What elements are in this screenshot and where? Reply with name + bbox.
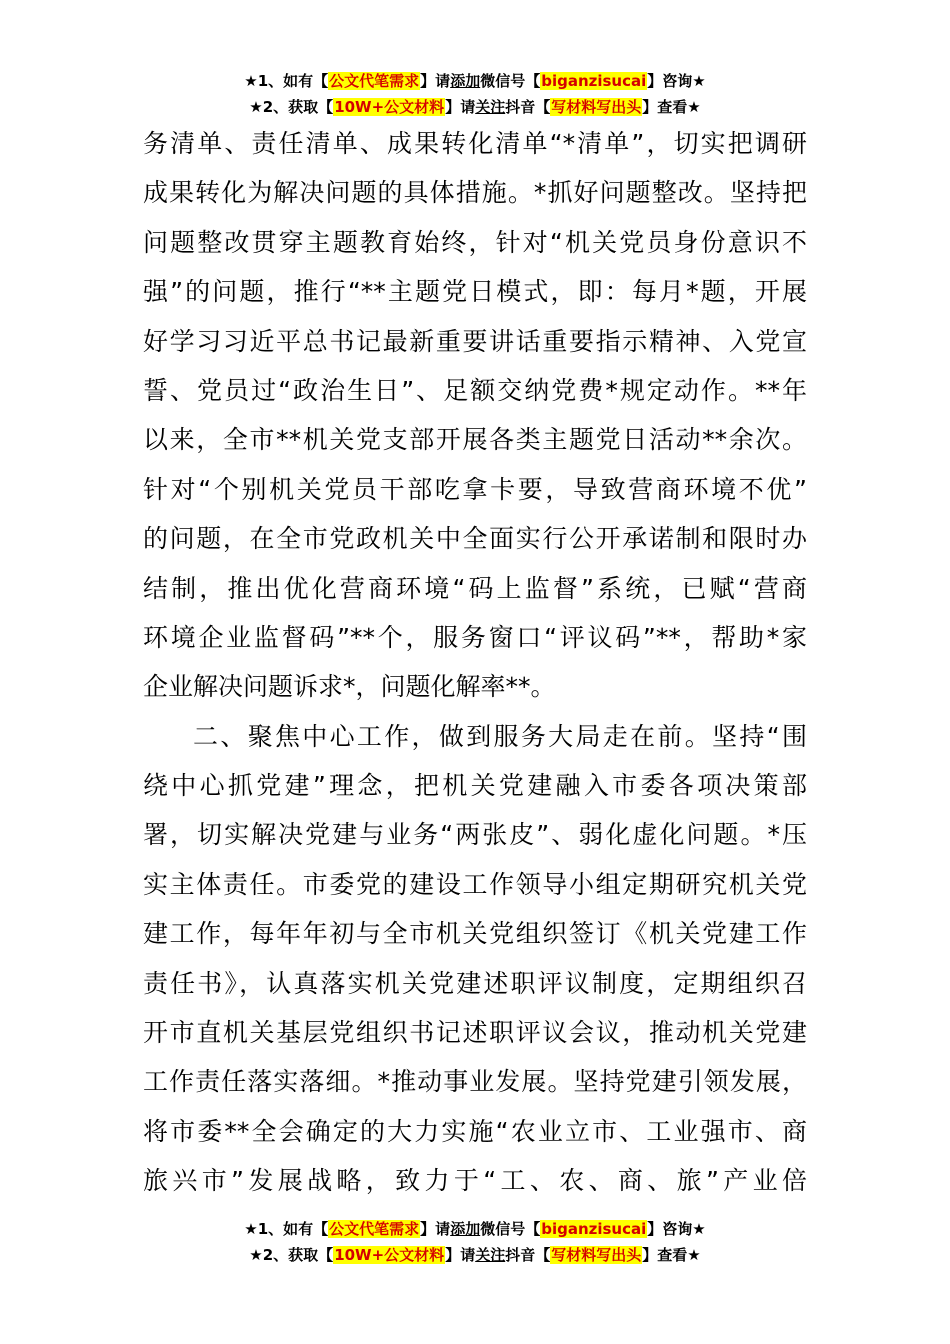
- text-line: 绕中心抓党建”理念，把机关党建融入市委各项决策部: [143, 771, 807, 801]
- banner-text: ★1、如有【: [244, 72, 329, 90]
- text-line: 务清单、责任清单、成果转化清单“*清单”，切实把调研: [143, 129, 807, 158]
- banner-highlight: biganzisucai: [541, 72, 647, 90]
- document-body: [143, 119, 807, 1206]
- text-line: 誓、党员过“政治生日”、足额交纳党费*规定动作。**年: [143, 375, 807, 405]
- text-line: 环境企业监督码”**个，服务窗口“评议码”**，帮助*家: [143, 622, 807, 652]
- banner-text: 】请: [420, 72, 451, 90]
- banner-text: 】查看★: [642, 1246, 701, 1264]
- text-line: 责任书》，认真落实机关党建述职评议制度，定期组织召: [143, 968, 807, 998]
- banner-text: 抖音【: [505, 1246, 551, 1264]
- banner-line-2: [0, 94, 950, 120]
- banner-text: 抖音【: [505, 98, 551, 116]
- text-line: 问题整改贯穿主题教育始终，针对“机关党员身份意识不: [143, 227, 807, 257]
- banner-underline: 添加: [450, 1220, 481, 1238]
- banner-text: ★1、如有【: [244, 1220, 329, 1238]
- text-line: 实主体责任。市委党的建设工作领导小组定期研究机关党: [143, 869, 807, 899]
- text-line: 二、聚焦中心工作，做到服务大局走在前。坚持“围: [193, 721, 807, 751]
- text-line: 企业解决问题诉求*，问题化解率**。: [143, 672, 556, 702]
- text-line: 署，切实解决党建与业务“两张皮”、弱化虚化问题。*压: [143, 820, 807, 850]
- banner-text: 微信号【: [480, 1220, 541, 1238]
- banner-highlight: 写材料写出头: [551, 98, 642, 116]
- banner-line-1: [0, 68, 950, 94]
- banner-highlight: 公文代笔需求: [329, 72, 420, 90]
- banner-underline: 添加: [450, 72, 481, 90]
- text-line: 结制，推出优化营商环境“码上监督”系统，已赋“营商: [143, 573, 807, 603]
- text-line: 好学习习近平总书记最新重要讲话重要指示精神、入党宣: [143, 326, 807, 356]
- banner-highlight: biganzisucai: [541, 1220, 647, 1238]
- banner-text: ★2、获取【: [249, 1246, 334, 1264]
- header-banner: [0, 68, 950, 120]
- text-line: 旅兴市”发展战略，致力于“工、农、商、旅”产业倍: [143, 1166, 807, 1196]
- text-line: 以来，全市**机关党支部开展各类主题党日活动**余次。: [143, 425, 807, 455]
- banner-line-1: [0, 1216, 950, 1242]
- text-line: 将市委**全会确定的大力实施“农业立市、工业强市、商: [143, 1116, 807, 1146]
- banner-highlight: 10W+公文材料: [334, 1246, 445, 1264]
- banner-text: 】咨询★: [647, 1220, 706, 1238]
- text-line: 工作责任落实落细。*推动事业发展。坚持党建引领发展，: [143, 1067, 807, 1097]
- text-line: 开市直机关基层党组织书记述职评议会议，推动机关党建: [143, 1018, 807, 1048]
- banner-highlight: 10W+公文材料: [334, 98, 445, 116]
- text-line: 强”的问题，推行“**主题党日模式，即：每月*题，开展: [143, 277, 807, 307]
- banner-text: 】请: [420, 1220, 451, 1238]
- banner-highlight: 公文代笔需求: [329, 1220, 420, 1238]
- banner-underline: 关注: [475, 98, 506, 116]
- banner-text: 微信号【: [480, 72, 541, 90]
- banner-text: 】请: [445, 1246, 476, 1264]
- banner-text: 】请: [445, 98, 476, 116]
- footer-banner: [0, 1216, 950, 1268]
- banner-text: 】查看★: [642, 98, 701, 116]
- text-line: 的问题，在全市党政机关中全面实行公开承诺制和限时办: [143, 524, 807, 554]
- text-line: 针对“个别机关党员干部吃拿卡要，导致营商环境不优”: [143, 474, 807, 504]
- banner-underline: 关注: [475, 1246, 506, 1264]
- banner-line-2: [0, 1242, 950, 1268]
- text-line: 成果转化为解决问题的具体措施。*抓好问题整改。坚持把: [143, 178, 807, 208]
- text-line: 建工作，每年年初与全市机关党组织签订《机关党建工作: [143, 919, 807, 949]
- banner-highlight: 写材料写出头: [551, 1246, 642, 1264]
- banner-text: 】咨询★: [647, 72, 706, 90]
- banner-text: ★2、获取【: [249, 98, 334, 116]
